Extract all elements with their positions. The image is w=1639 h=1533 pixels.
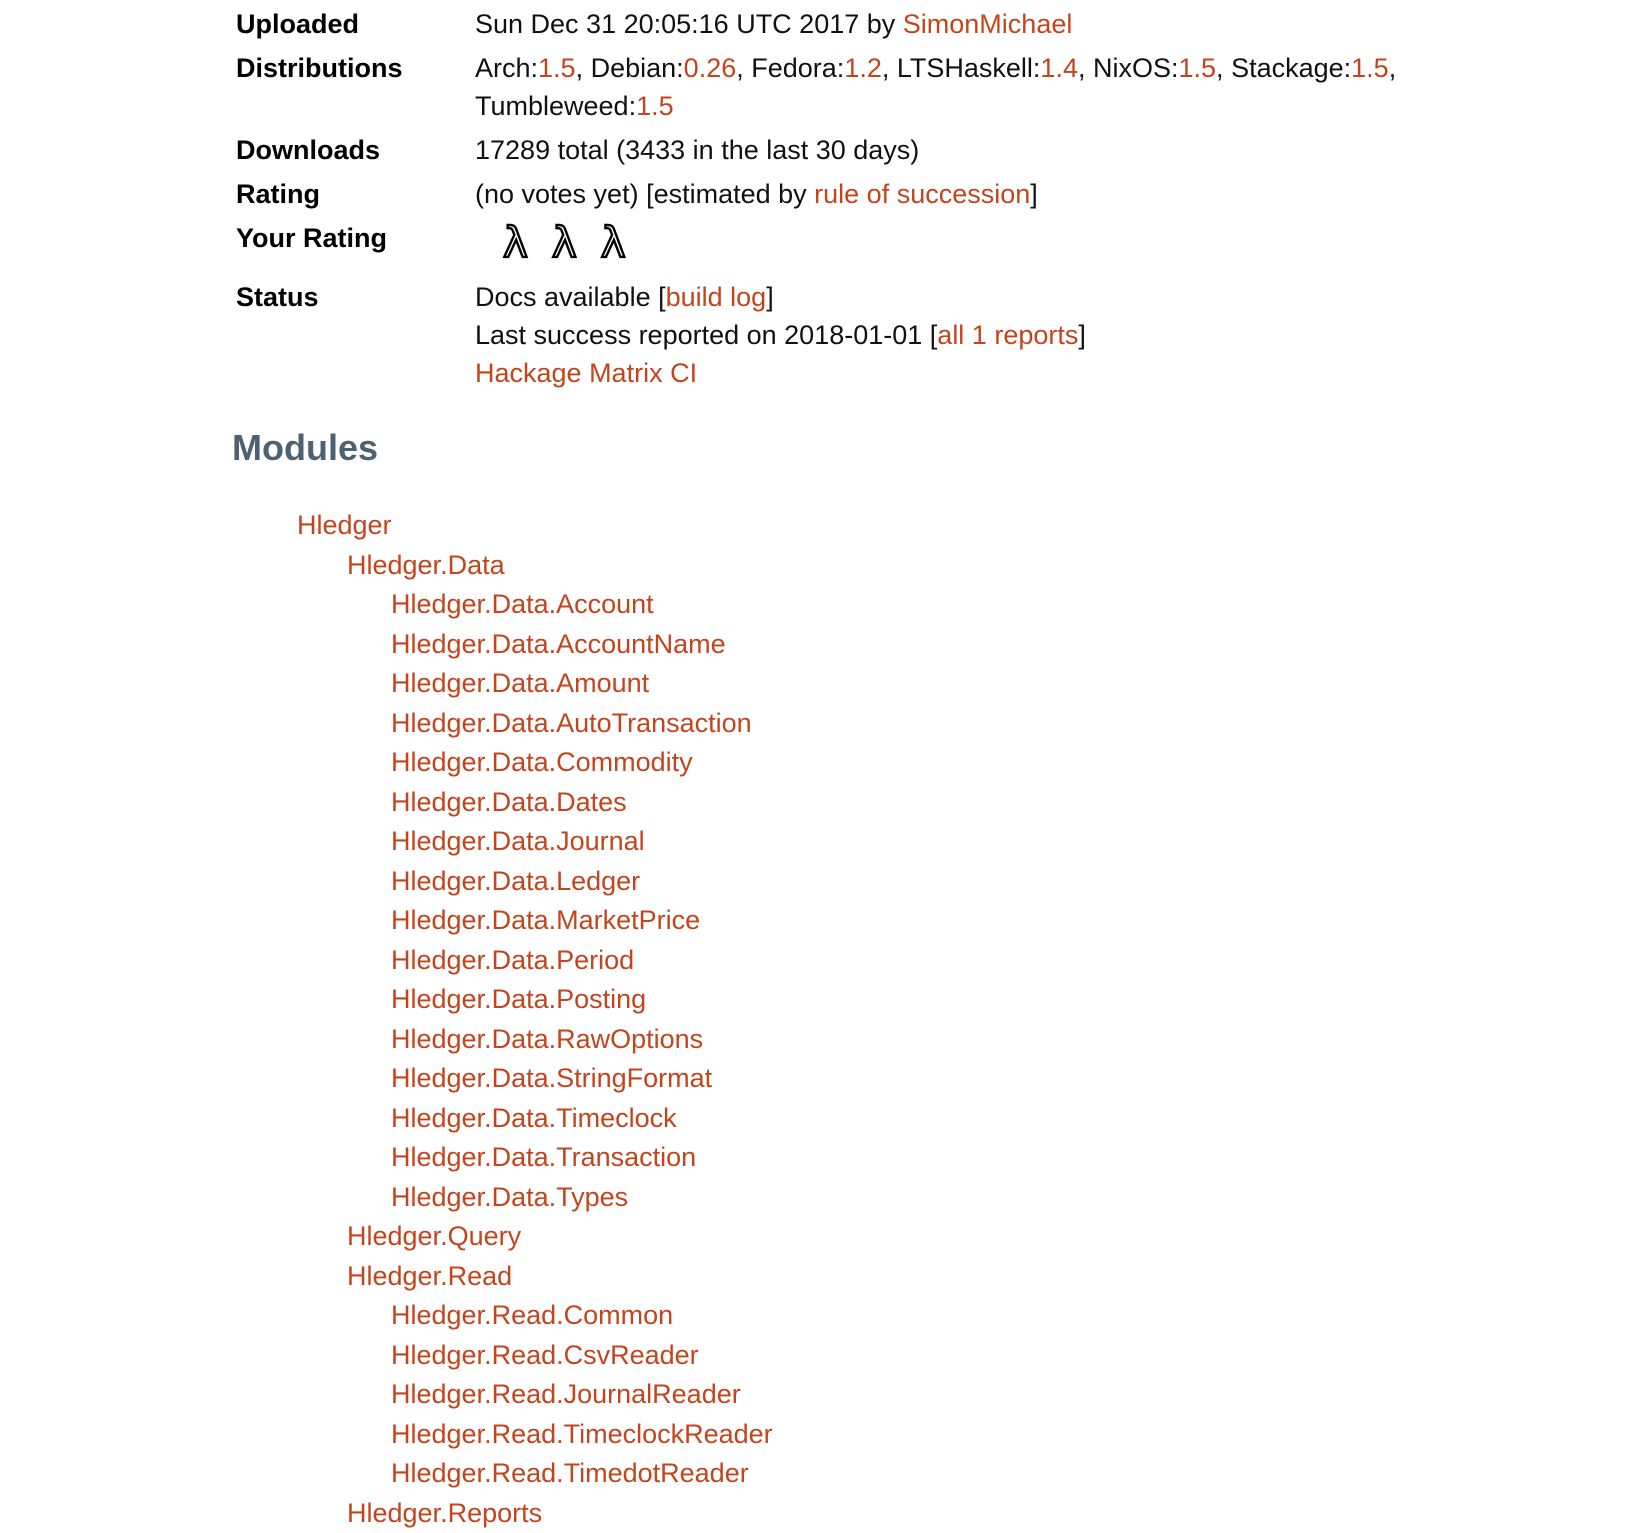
distribution-item [1093,53,1231,83]
rating-widget [503,219,650,272]
module-row [391,704,1639,744]
module-row [391,1020,1639,1060]
rating-lambda-icon[interactable]: λ [503,218,528,267]
uploaded-text: Sun Dec 31 20:05:16 UTC 2017 by [475,9,903,39]
status-link[interactable]: Hackage Matrix CI [475,358,697,388]
module-row [297,506,1639,546]
module-link[interactable]: Hledger.Read [347,1261,512,1291]
module-row [391,664,1639,704]
module-row [391,585,1639,625]
downloads-label: Downloads [236,131,475,169]
module-row [391,1138,1639,1178]
module-link[interactable]: Hledger.Read.CsvReader [391,1340,699,1370]
status-link[interactable]: all 1 reports [937,320,1078,350]
distribution-version-link[interactable]: 1.5 [1351,53,1389,83]
module-row [347,1494,1639,1533]
distribution-item [751,53,897,83]
status-line [475,354,1086,392]
module-row [391,941,1639,981]
module-link[interactable]: Hledger.Data.AccountName [391,629,726,659]
uploaded-value [475,5,1072,43]
distribution-separator: , [736,53,751,83]
module-link[interactable]: Hledger.Data.RawOptions [391,1024,703,1054]
module-link[interactable]: Hledger.Data.Account [391,589,654,619]
your-rating-value [475,219,650,272]
distribution-separator: , [1216,53,1231,83]
downloads-value: 17289 total (3433 in the last 30 days) [475,131,919,169]
module-link[interactable]: Hledger.Reports [347,1498,542,1528]
distributions-value [475,49,1560,125]
module-link[interactable]: Hledger.Query [347,1221,521,1251]
module-link[interactable]: Hledger.Data.MarketPrice [391,905,700,935]
distribution-version-link[interactable]: 1.4 [1040,53,1078,83]
module-row [347,1217,1639,1257]
module-row [391,822,1639,862]
module-link[interactable]: Hledger.Data.Ledger [391,866,640,896]
module-row [391,1415,1639,1455]
module-link[interactable]: Hledger.Data.Journal [391,826,645,856]
distribution-name: Fedora: [751,53,844,83]
distribution-version-link[interactable]: 1.5 [1179,53,1217,83]
distribution-separator: , [882,53,897,83]
distribution-version-link[interactable]: 0.26 [684,53,737,83]
distribution-name: LTSHaskell: [897,53,1041,83]
rating-lambda-icon[interactable]: λ [552,218,577,267]
module-link[interactable]: Hledger.Data.Timeclock [391,1103,677,1133]
your-rating-label: Your Rating [236,219,475,257]
module-row [391,1099,1639,1139]
status-text-after: ] [1078,320,1086,350]
modules-tree [236,506,1639,1533]
module-row [391,862,1639,902]
module-row [391,783,1639,823]
status-line [475,316,1086,354]
property-row-downloads [236,128,1576,172]
rating-lambda-icon[interactable]: λ [601,218,626,267]
distribution-version-link[interactable]: 1.5 [538,53,576,83]
distribution-name: Debian: [591,53,684,83]
distribution-version-link[interactable]: 1.2 [844,53,882,83]
module-row [391,1375,1639,1415]
module-row [391,743,1639,783]
module-link[interactable]: Hledger.Data.Posting [391,984,646,1014]
module-link[interactable]: Hledger.Read.Common [391,1300,673,1330]
distribution-item [1231,53,1396,83]
modules-heading: Modules [232,426,1639,470]
status-text-before: Docs available [ [475,282,666,312]
module-link[interactable]: Hledger.Data.StringFormat [391,1063,712,1093]
module-row [391,1454,1639,1494]
module-row [391,901,1639,941]
properties-table [236,2,1576,395]
distribution-name: Arch: [475,53,538,83]
distributions-label: Distributions [236,49,475,87]
module-row [391,625,1639,665]
rule-of-succession-link[interactable]: rule of succession [814,179,1030,209]
module-link[interactable]: Hledger.Read.TimedotReader [391,1458,749,1488]
distribution-separator: , [1389,53,1397,83]
status-link[interactable]: build log [666,282,767,312]
uploaded-label: Uploaded [236,5,475,43]
module-link[interactable]: Hledger.Read.JournalReader [391,1379,741,1409]
distribution-name: NixOS: [1093,53,1179,83]
module-row [391,1336,1639,1376]
module-link[interactable]: Hledger.Data.Period [391,945,634,975]
uploader-link[interactable]: SimonMichael [903,9,1073,39]
property-row-uploaded [236,2,1576,46]
status-value [475,278,1086,392]
module-link[interactable]: Hledger.Data.Dates [391,787,627,817]
status-text-after: ] [766,282,774,312]
property-row-distributions [236,46,1576,128]
distribution-name: Stackage: [1231,53,1351,83]
property-row-your-rating [236,216,1576,275]
module-link[interactable]: Hledger.Data.Transaction [391,1142,696,1172]
module-link[interactable]: Hledger.Data [347,550,505,580]
property-row-status [236,275,1576,395]
module-row [391,1296,1639,1336]
module-row [391,980,1639,1020]
rating-text: (no votes yet) [estimated by [475,179,814,209]
property-row-rating [236,172,1576,216]
distribution-name: Tumbleweed: [475,91,636,121]
module-link[interactable]: Hledger [297,510,392,540]
distribution-separator: , [576,53,591,83]
module-link[interactable]: Hledger.Data.Types [391,1182,628,1212]
rating-text-close: ] [1030,179,1038,209]
module-row [347,1257,1639,1297]
distribution-version-link[interactable]: 1.5 [636,91,674,121]
distribution-item [897,53,1093,83]
module-link[interactable]: Hledger.Data.Amount [391,668,649,698]
module-link[interactable]: Hledger.Data.Commodity [391,747,693,777]
module-link[interactable]: Hledger.Read.TimeclockReader [391,1419,773,1449]
module-row [391,1059,1639,1099]
status-label: Status [236,278,475,316]
rating-value [475,175,1038,213]
status-line [475,278,1086,316]
rating-label: Rating [236,175,475,213]
distribution-separator: , [1078,53,1093,83]
module-link[interactable]: Hledger.Data.AutoTransaction [391,708,752,738]
module-row [347,546,1639,586]
distribution-item [591,53,752,83]
module-row [391,1178,1639,1218]
status-text-before: Last success reported on 2018-01-01 [ [475,320,937,350]
distribution-item [475,91,674,121]
distribution-item [475,53,591,83]
